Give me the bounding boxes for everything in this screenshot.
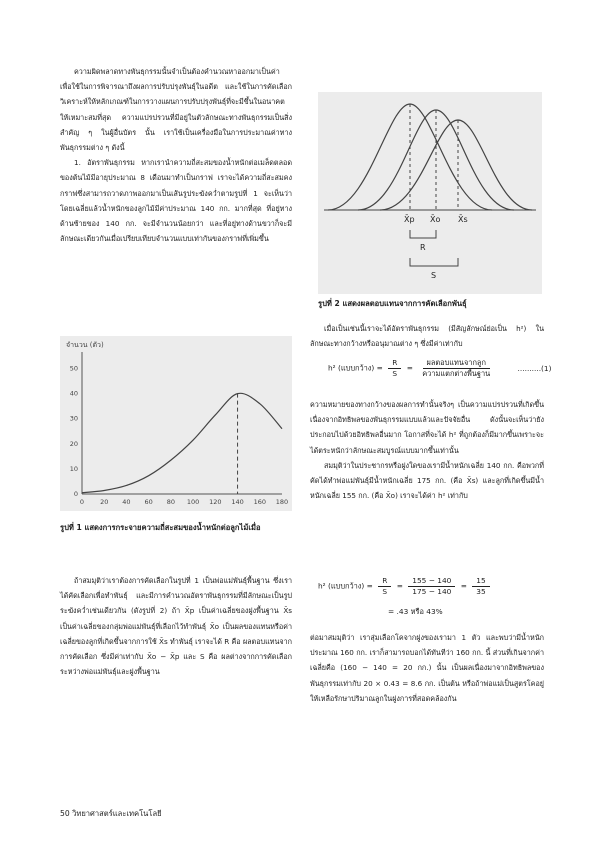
- y-tick-label: 10: [69, 464, 78, 473]
- left-column-lower: [60, 573, 292, 679]
- label-xp: X̄p: [404, 215, 415, 224]
- formula-2-result: = .43 หรือ 43%: [388, 607, 443, 616]
- figure-1-chart: [60, 336, 292, 511]
- formula-1-eq: =: [406, 363, 413, 373]
- formula-2-eq2: =: [460, 581, 467, 591]
- label-r: R: [420, 243, 426, 252]
- formula-2-eq1: =: [396, 581, 403, 591]
- x-tick-label: 100: [186, 498, 200, 506]
- formula-2-r: R: [378, 576, 391, 587]
- formula-1-numerator: ผลตอบแทนจากลูก: [423, 358, 490, 369]
- formula-1-denominator: ความแตกต่างพื้นฐาน: [422, 369, 491, 378]
- label-s: S: [431, 271, 437, 280]
- right-paragraph-3: สมมุติว่าในประชากรหรือฝูงใดของเรามีน้ำหนักเฉลี่ย 140 กก. คือพวกที่คัดได้ทำพ่อแม่พันธุ์มีน้ำหนักเฉลี่ย 175 กก. (คือ X̄s) และลูกที่เกิดขึ้นมีน้ำหนักเฉลี่ย 155 กก. (คือ X̄o) เราจะได้ค่า h² เท่ากับ: [310, 460, 544, 501]
- formula-2: [318, 576, 493, 597]
- right-column-bottom: [310, 630, 544, 706]
- y-tick-label: 50: [69, 364, 78, 373]
- y-tick-label: 0: [73, 490, 78, 498]
- formula-2-num-value: 15: [472, 576, 489, 587]
- formula-1-r: R: [388, 358, 401, 369]
- x-tick-label: 40: [122, 498, 131, 506]
- right-column-top: [310, 321, 544, 351]
- left-paragraph-3: ถ้าสมมุติว่าเราต้องการคัดเลือกในรูปที่ 1 เป็นพ่อแม่พันธุ์พื้นฐาน ซึ่งเราได้คัดเลือกเพื่อทำพันธุ์ และมีการคำนวณอัตราพันธุกรรมที่มีลักษณะเป็นรูประฆังคว่ำเช่นเดียวกัน (ดังรูปที่ 2) ถ้า X̄p เป็นค่าเฉลี่ยของฝูงพื้นฐาน X̄s เป็นค่าเฉลี่ยของกลุ่มพ่อแม่พันธุ์ที่เลือกไว้ทำพันธุ์ X̄o เป็นผลของแทนหรือค่าเฉลี่ยของลูกที่เกิดขึ้นจากการใช้ X̄s ทำพันธุ์ เราจะได้ R คือ ผลตอบแทนจากการคัดเลือก ซึ่งมีค่าเท่ากับ X̄o − X̄p และ S คือ ผลต่างจากการคัดเลือกระหว่างพ่อแม่พันธุ์และฝูงพื้นฐาน: [60, 576, 292, 677]
- label-xs: X̄s: [458, 215, 468, 224]
- y-tick-label: 30: [69, 414, 78, 423]
- left-paragraph-2: 1. อัตราพันธุกรรม หากเรานำความถี่สะสมของน้ำหนักต่อเมล็ดตลอดของต้นไม้มีอายุประมาณ 8 เดือนมาทำเป็นกราฟ เราจะได้ความถี่สะสมคงกราฟซึ่งสามารถวาดภาพออกมาเป็นเส้นรูประฆังคว่ำตามรูปที่ 1 จะเห็นว่าโดยเฉลี่ยแล้วน้ำหนักของลูกไม้มีค่าประมาณ 140 กก. มากที่สุด ที่อยู่ทางด้านซ้ายของ 140 กก. จะมีจำนวนน้อยกว่า และที่อยู่ทางด้านขวาก็จะมีลักษณะเดียวกันเมื่อเปรียบเทียบจำนวนแบบเท่ากันของกราฟที่เพิ่มขึ้น: [60, 158, 292, 244]
- formula-1-lhs: h² (แบบกว้าง) =: [328, 363, 383, 373]
- page-footer: 50 วิทยาศาสตร์และเทคโนโลยี: [60, 809, 162, 818]
- formula-2-den: 175 − 140: [412, 587, 452, 596]
- figure-1-caption: รูปที่ 1 แสดงการกระจายความถี่สะสมของน้ำหนักต่อลูกไม้เมื่อ: [60, 523, 261, 532]
- right-paragraph-4: ต่อมาสมมุติว่า เราสุ่มเลือกโคจากฝูงของเรามา 1 ตัว และพบว่ามีน้ำหนักประมาณ 160 กก. เราก็สามารถบอกได้ทันทีว่า 160 กก. นี้ ส่วนที่เกินจากค่าเฉลี่ยคือ (160 − 140 = 20 กก.) นั้น เป็นผลเนื่องมาจากอิทธิพลของพันธุกรรมเท่ากับ 20 × 0.43 = 8.6 กก. เป็นต้น หรือถ้าพ่อแม่เป็นสูตรโคอยู่ให้เหลือรักษาปริมาณลูกในฝูงการที่สอดคล้องกัน: [310, 633, 544, 703]
- formula-1-s: S: [392, 369, 398, 378]
- x-tick-label: 0: [79, 498, 85, 506]
- figure-2: [318, 92, 542, 294]
- label-xo: X̄o: [430, 215, 441, 224]
- figure-2-diagram: [318, 92, 542, 294]
- x-tick-label: 180: [275, 498, 289, 506]
- x-tick-label: 80: [166, 498, 176, 506]
- right-column-middle: [310, 397, 544, 503]
- x-tick-label: 120: [209, 498, 222, 506]
- y-tick-label: 40: [69, 389, 78, 398]
- x-tick-label: 60: [144, 498, 153, 506]
- y-axis-label: จำนวน (ตัว): [66, 341, 104, 349]
- figure-2-caption: รูปที่ 2 แสดงผลตอบแทนจากการคัดเลือกพันธุ์: [318, 299, 467, 308]
- y-tick-label: 20: [69, 439, 78, 448]
- right-paragraph-1: เมื่อเป็นเช่นนี้เราจะได้อัตราพันธุกรรม (มีสัญลักษณ์ย่อเป็น h²) ในลักษณะทางกว้างหรืออนุมาณต่าง ๆ ซึ่งมีค่าเท่ากับ: [310, 324, 544, 349]
- formula-2-s: S: [382, 587, 388, 596]
- x-tick-label: 160: [253, 498, 266, 506]
- r-bracket: [410, 230, 436, 238]
- formula-2-den-value: 35: [476, 587, 486, 596]
- formula-2-lhs: h² (แบบกว้าง) =: [318, 581, 373, 591]
- formula-2-num: 155 − 140: [408, 576, 455, 587]
- formula-1: [328, 358, 552, 379]
- x-tick-label: 140: [231, 498, 244, 506]
- right-paragraph-2: ความหมายของทางกว้างของผลการทำนั้นจริงๆ เป็นความแปรปรวนที่เกิดขึ้น เนื่องจากอิทธิพลของพันธุกรรมแบบแล้วและปัจจัยอื่น ดังนั้นจะเห็นว่ายังประกอบไปด้วยอิทธิพลอื่นมาก โอกาสที่จะได้ h² ที่ถูกต้องก็มีมากขึ้นเพราะจะได้ตระหนักว่าลักษณะสมบูรณ์แบบมากขึ้นเท่านั้น: [310, 400, 544, 455]
- formula-1-tag: ..........(1): [517, 363, 552, 373]
- left-column: [60, 64, 292, 246]
- x-tick-label: 20: [100, 498, 109, 506]
- left-paragraph-1: ความผิดพลาดทางพันธุกรรมนั้นจำเป็นต้องคำนวณหาออกมาเป็นค่า เพื่อใช้ในการพิจารณาถึงผลการปรับปรุงพันธุ์ในอดีต และใช้ในการคัดเลือกวิเคราะห์ให้หลักเกณฑ์ในการวางแผนการปรับปรุงพันธุ์ที่จะมีขึ้นในอนาคตให้เหมาะสมที่สุด ความแปรปรวนที่มีอยู่ในตัวลักษณะทางพันธุกรรมเป็นสิ่งสำคัญ ๆ ในผู้อื่นบัตร นั้น เราใช้เป็นเครื่องมือในการประมาณค่าทางพันธุกรรมต่าง ๆ ดังนี้: [60, 67, 292, 153]
- distribution-curve: [82, 393, 282, 492]
- figure-1: [60, 336, 292, 511]
- s-bracket: [410, 258, 458, 266]
